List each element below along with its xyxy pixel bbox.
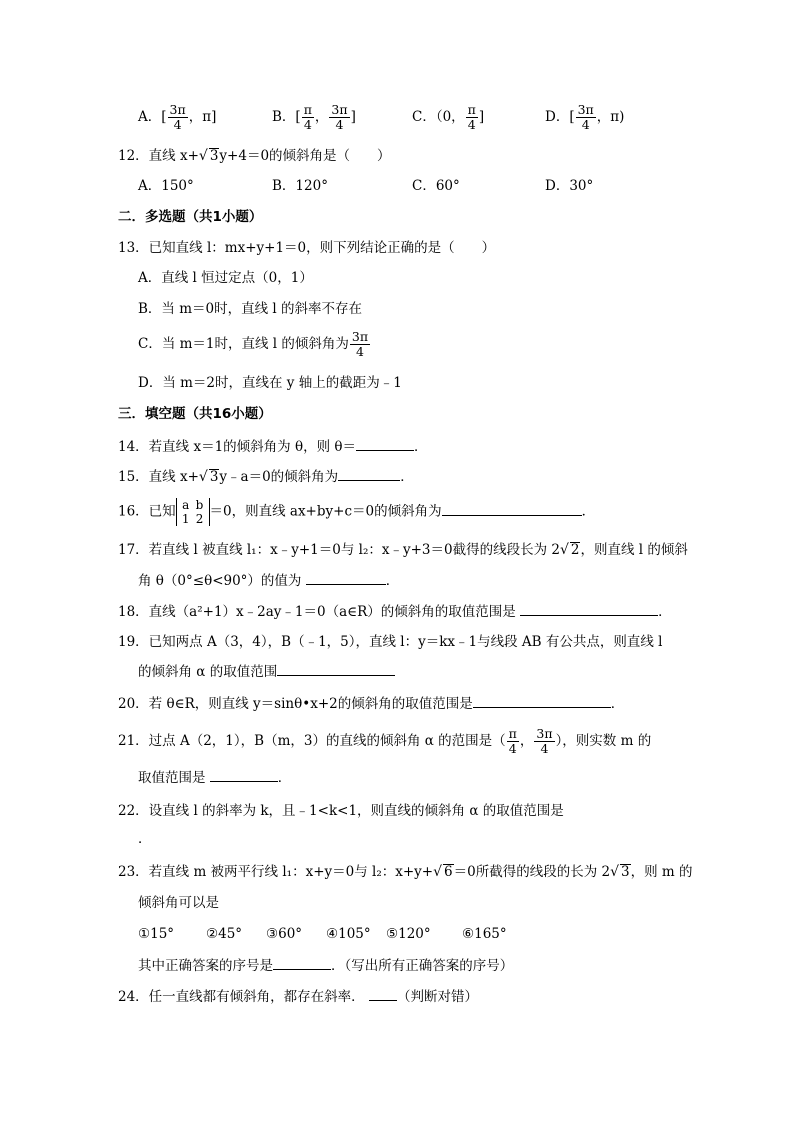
fraction — [350, 330, 370, 359]
q23-choice[interactable]: ④105° — [326, 926, 371, 942]
q13-option-d[interactable]: D．当 m＝2时，直线在 y 轴上的截距为﹣1 — [138, 375, 402, 391]
section-heading-multiple-choice: 二．多选题（共1小题） — [118, 209, 263, 225]
q12-option-a[interactable]: A．150° — [138, 178, 194, 194]
q18 — [118, 602, 672, 622]
q13-option-a[interactable]: A．直线 l 恒过定点（0，1） — [138, 270, 313, 286]
option-text: C．当 m＝1时，直线 l 的倾斜角为 — [138, 336, 349, 352]
stem-text: ．（写出所有正确答案的序号） — [331, 958, 514, 974]
denominator: 4 — [303, 117, 312, 132]
q12-stem — [118, 146, 391, 166]
stem-text: 14．若直线 x＝1的倾斜角为 θ，则 θ＝ — [118, 439, 357, 455]
answer-blank[interactable] — [520, 603, 658, 616]
numerator: π — [467, 102, 476, 117]
numerator: 3π — [536, 726, 553, 741]
stem-text: 取值范围是 — [138, 770, 206, 786]
denominator: 4 — [173, 117, 182, 132]
q14 — [118, 437, 428, 457]
matrix-cell: a — [182, 498, 190, 512]
fraction — [507, 727, 519, 756]
stem-text: y﹣a＝0的倾斜角为 — [219, 469, 339, 485]
radicand: 3 — [621, 864, 630, 880]
q23-line2: 倾斜角可以是 — [138, 895, 219, 911]
denominator: 4 — [540, 741, 549, 756]
stem-text: ，则直线 l 的倾斜 — [580, 542, 688, 558]
radical-sign: √ — [559, 542, 569, 558]
denominator: 4 — [356, 344, 364, 359]
q23-choice[interactable]: ②45° — [206, 926, 243, 942]
q11-option-a[interactable] — [138, 103, 216, 132]
answer-blank[interactable] — [338, 468, 400, 481]
stem-text: 20．若 θ∈R，则直线 y＝sinθ•x+2的倾斜角的取值范围是 — [118, 696, 473, 712]
denominator: 4 — [508, 741, 517, 756]
matrix-cell: b — [195, 498, 204, 512]
radicand: 2 — [570, 542, 580, 558]
radical-sign: √ — [198, 148, 208, 164]
denominator: 4 — [581, 117, 590, 132]
stem-text: 角 θ（0°≤θ<90°）的值为 — [138, 573, 302, 589]
matrix-cell: 2 — [195, 512, 204, 526]
fraction — [466, 103, 478, 132]
fraction — [329, 103, 349, 132]
option-label: B．[ — [272, 109, 301, 125]
q21-line2 — [138, 768, 291, 788]
answer-blank[interactable] — [369, 988, 397, 1001]
answer-blank[interactable] — [210, 769, 278, 782]
radicand: 3 — [209, 469, 219, 485]
stem-text: （判断对错） — [396, 989, 478, 1005]
option-tail: ，π) — [596, 109, 625, 125]
q12-option-c[interactable]: C．60° — [412, 178, 460, 194]
stem-text: ＝0所截得的线段的长为 2 — [453, 864, 611, 880]
stem-text: 15．直线 x+ — [118, 469, 199, 485]
q22-line2: ． — [138, 831, 152, 847]
option-tail: ，π] — [188, 109, 217, 125]
answer-blank[interactable] — [473, 695, 611, 708]
determinant — [176, 498, 210, 526]
period: ． — [400, 469, 414, 485]
separator: ， — [314, 109, 329, 125]
numerator: 3π — [351, 329, 369, 344]
option-tail: ] — [350, 109, 356, 125]
q23-choice[interactable]: ①15° — [138, 926, 175, 942]
q12-option-d[interactable]: D．30° — [545, 178, 594, 194]
stem-text: 24．任一直线都有倾斜角，都存在斜率． — [118, 989, 365, 1005]
q23-line1 — [118, 862, 693, 882]
denominator: 4 — [335, 117, 344, 132]
radicand: 3 — [209, 148, 219, 164]
fraction — [534, 727, 554, 756]
q13-option-c[interactable] — [138, 330, 371, 364]
q13-stem: 13．已知直线 l：mx+y+1＝0，则下列结论正确的是（ ） — [118, 240, 496, 256]
period: ． — [581, 503, 596, 520]
denominator: 4 — [467, 117, 476, 132]
stem-text: ＝0，则直线 ax+by+c＝0的倾斜角为 — [209, 503, 442, 520]
option-tail: ] — [478, 109, 485, 125]
answer-blank[interactable] — [306, 572, 386, 585]
q12-option-b[interactable]: B．120° — [272, 178, 328, 194]
q15 — [118, 467, 414, 487]
q17-line2 — [138, 571, 399, 591]
stem-text: y+4＝0的倾斜角是（ ） — [219, 148, 391, 164]
stem-text: 17．若直线 l 被直线 l₁：x﹣y+1＝0与 l₂：x﹣y+3＝0截得的线段长为 2 — [118, 542, 560, 558]
period: ． — [658, 604, 672, 620]
stem-text: 18．直线（a²+1）x﹣2ay﹣1＝0（a∈R）的倾斜角的取值范围是 — [118, 604, 516, 620]
radical-sign: √ — [198, 469, 208, 485]
q19-line2 — [138, 662, 395, 682]
option-label: D．[ — [545, 109, 575, 125]
radical-sign: √ — [433, 864, 443, 880]
stem-text: 16．已知 — [118, 503, 176, 520]
fraction — [168, 103, 188, 132]
option-label: A．[ — [138, 109, 167, 125]
q11-option-b[interactable] — [272, 103, 356, 132]
q16 — [118, 498, 595, 530]
section-heading-fill-blank: 三．填空题（共16小题） — [118, 406, 272, 422]
answer-blank[interactable] — [277, 663, 395, 676]
stem-text: 23．若直线 m 被两平行线 l₁：x+y＝0与 l₂：x+y+ — [118, 864, 434, 880]
numerator: 3π — [169, 102, 186, 117]
q23-choice[interactable]: ⑥165° — [462, 926, 507, 942]
q22-line1: 22．设直线 l 的斜率为 k，且﹣1<k<1，则直线的倾斜角 α 的取值范围是 — [118, 803, 564, 819]
q21-line1 — [118, 727, 651, 761]
q11-option-c[interactable] — [412, 103, 484, 132]
numerator: π — [303, 102, 312, 117]
stem-text: 的倾斜角 α 的取值范围 — [138, 664, 278, 680]
q23-choice[interactable]: ③60° — [266, 926, 303, 942]
stem-text: ，则 m 的 — [630, 864, 693, 880]
q13-option-b[interactable]: B．当 m＝0时，直线 l 的斜率不存在 — [138, 301, 363, 317]
answer-blank[interactable] — [442, 503, 582, 516]
numerator: π — [508, 726, 517, 741]
stem-text: 21．过点 A（2，1），B（m，3）的直线的倾斜角 α 的范围是（ — [118, 733, 506, 749]
numerator: 3π — [577, 102, 594, 117]
answer-blank[interactable] — [356, 438, 414, 451]
q17-line1 — [118, 540, 688, 560]
period: ． — [277, 770, 292, 786]
stem-text: 其中正确答案的序号是 — [138, 958, 273, 974]
q19-line1: 19．已知两点 A（3，4），B（﹣1，5），直线 l：y＝kx﹣1与线段 AB 有公共点，则直线 l — [118, 634, 663, 650]
period: ． — [414, 439, 428, 455]
stem-text: ），则实数 m 的 — [555, 733, 652, 749]
option-label: C．（0， — [412, 109, 465, 125]
radicand: 6 — [444, 864, 453, 880]
radical-sign: √ — [610, 864, 620, 880]
q11-option-d[interactable] — [545, 103, 624, 132]
q23-choice[interactable]: ⑤120° — [386, 926, 431, 942]
period: ． — [610, 696, 625, 712]
matrix-cell: 1 — [181, 512, 190, 526]
q24 — [118, 987, 478, 1007]
fraction — [302, 103, 314, 132]
period: ． — [385, 573, 400, 589]
separator: ， — [519, 733, 534, 749]
stem-text: 12．直线 x+ — [118, 148, 199, 164]
numerator: 3π — [331, 102, 348, 117]
fraction — [576, 103, 596, 132]
answer-blank[interactable] — [273, 957, 331, 970]
q23-line4 — [138, 956, 513, 976]
q20 — [118, 694, 624, 714]
